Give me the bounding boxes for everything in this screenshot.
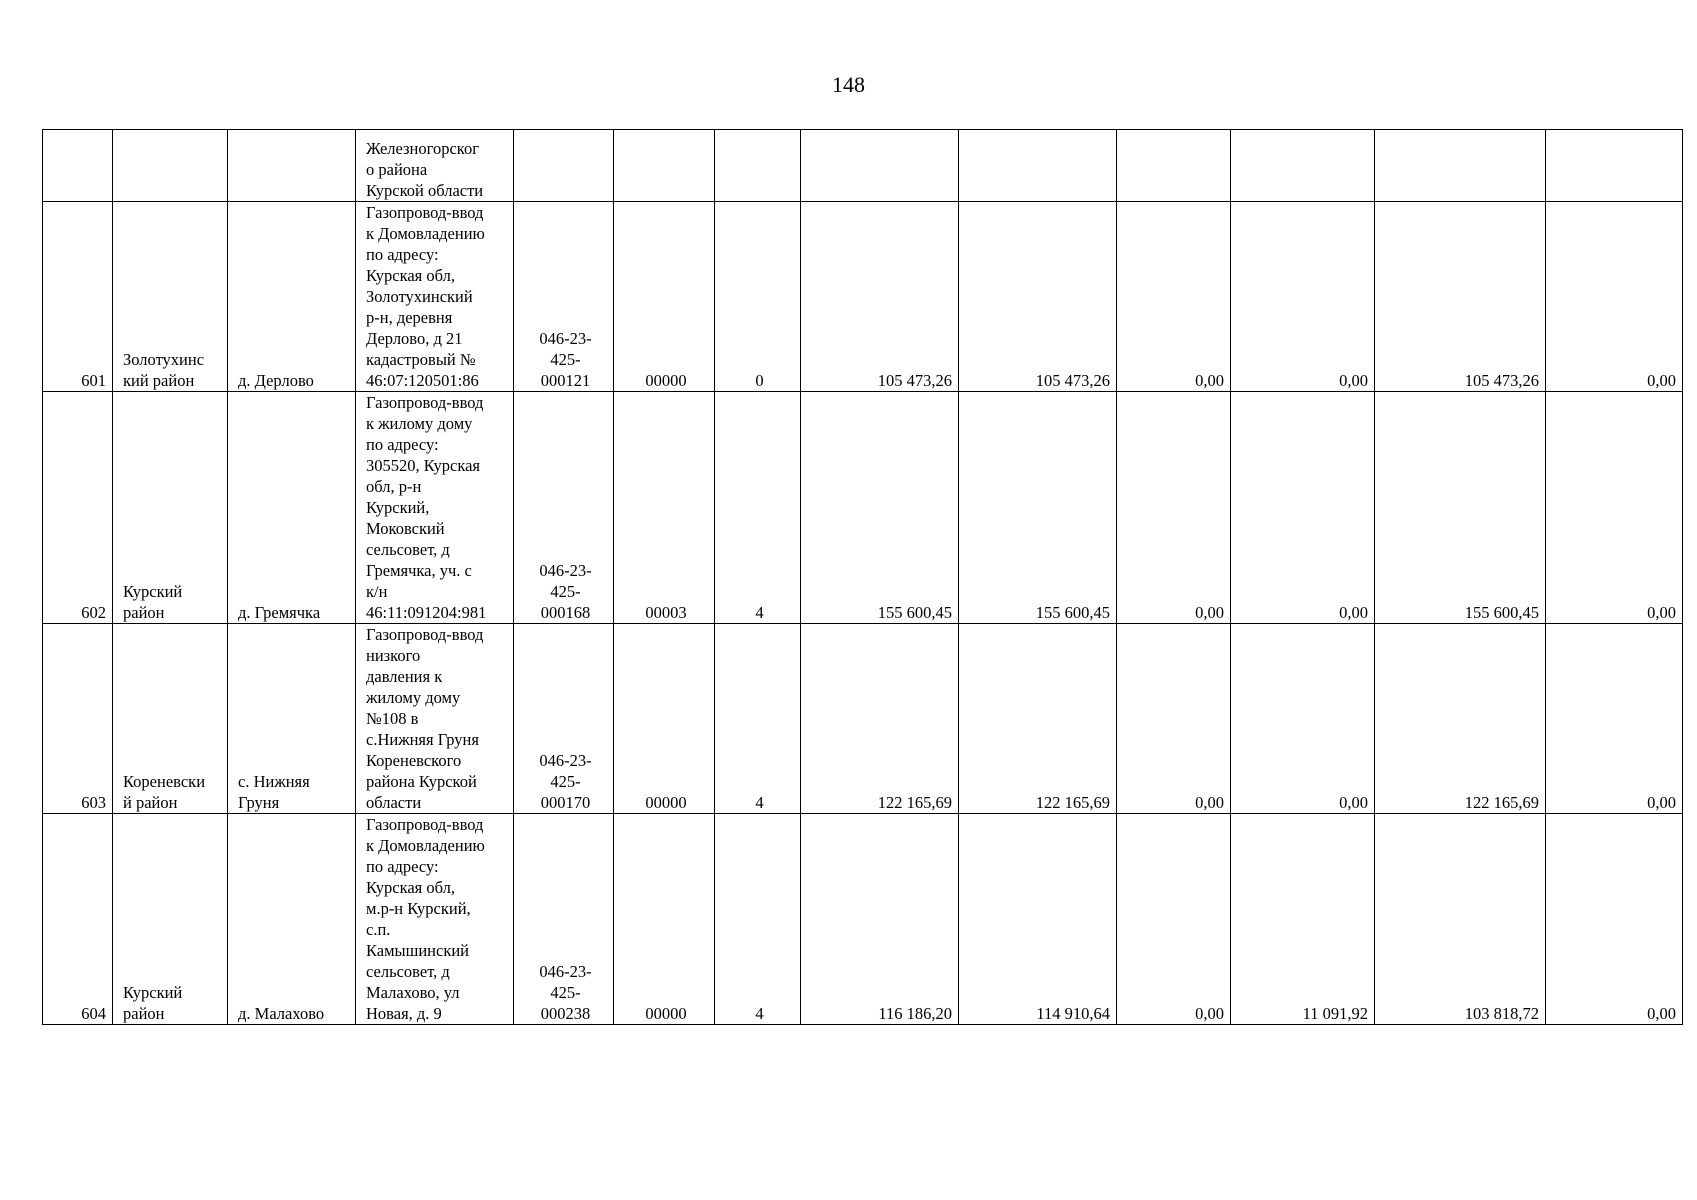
cell-description: Газопровод-ввод к жилому дому по адресу: 305520, Курская обл, р-н Курский, Моковский сельсовет, д Гремячка, уч. с к/н 46:11:091204:981	[356, 392, 514, 624]
cell-group: 0	[715, 202, 801, 392]
cell-group	[715, 130, 801, 202]
cell-group: 4	[715, 814, 801, 1025]
cell-code: 00000	[614, 624, 715, 814]
cell-inventory: 046-23- 425- 000168	[514, 392, 614, 624]
cell-locality	[228, 130, 356, 202]
cell-col11	[1375, 130, 1546, 202]
cell-locality: д. Дерлово	[228, 202, 356, 392]
cell-num: 604	[43, 814, 113, 1025]
cell-code	[614, 130, 715, 202]
cell-description: Газопровод-ввод к Домовладению по адресу: Курская обл, м.р-н Курский, с.п. Камышинский сельсовет, д Малахово, ул Новая, д. 9	[356, 814, 514, 1025]
cell-num: 603	[43, 624, 113, 814]
table-row	[43, 814, 1683, 1025]
cell-col12: 0,00	[1546, 202, 1683, 392]
cell-group: 4	[715, 624, 801, 814]
cell-district	[113, 130, 228, 202]
cell-code: 00003	[614, 392, 715, 624]
cell-col10	[1231, 130, 1375, 202]
cell-col9: 0,00	[1117, 814, 1231, 1025]
table-row-continuation	[43, 130, 1683, 202]
cell-residual-cost: 122 165,69	[959, 624, 1117, 814]
cell-district: Курский район	[113, 392, 228, 624]
cell-initial-cost: 122 165,69	[801, 624, 959, 814]
cell-residual-cost: 114 910,64	[959, 814, 1117, 1025]
cell-group: 4	[715, 392, 801, 624]
cell-col9	[1117, 130, 1231, 202]
cell-initial-cost: 116 186,20	[801, 814, 959, 1025]
cell-num: 601	[43, 202, 113, 392]
page-number: 148	[832, 72, 865, 97]
cell-residual-cost	[959, 130, 1117, 202]
cell-code: 00000	[614, 202, 715, 392]
cell-description: Газопровод-ввод низкого давления к жилому дому №108 в с.Нижняя Груня Кореневского района Курской области	[356, 624, 514, 814]
cell-locality: д. Малахово	[228, 814, 356, 1025]
cell-col10: 11 091,92	[1231, 814, 1375, 1025]
cell-inventory: 046-23- 425- 000121	[514, 202, 614, 392]
cell-col12: 0,00	[1546, 814, 1683, 1025]
cell-col11: 155 600,45	[1375, 392, 1546, 624]
cell-district: Золотухинс кий район	[113, 202, 228, 392]
cell-col9: 0,00	[1117, 392, 1231, 624]
cell-num: 602	[43, 392, 113, 624]
cell-col11: 103 818,72	[1375, 814, 1546, 1025]
cell-inventory: 046-23- 425- 000170	[514, 624, 614, 814]
cell-residual-cost: 105 473,26	[959, 202, 1117, 392]
cell-col9: 0,00	[1117, 624, 1231, 814]
cell-col10: 0,00	[1231, 202, 1375, 392]
cell-col12: 0,00	[1546, 624, 1683, 814]
cell-description: Железногорског о района Курской области	[356, 130, 514, 202]
cell-inventory	[514, 130, 614, 202]
cell-district: Кореневски й район	[113, 624, 228, 814]
cell-col11: 105 473,26	[1375, 202, 1546, 392]
table-row	[43, 202, 1683, 392]
cell-district: Курский район	[113, 814, 228, 1025]
cell-initial-cost: 105 473,26	[801, 202, 959, 392]
cell-col10: 0,00	[1231, 392, 1375, 624]
table-row	[43, 392, 1683, 624]
cell-locality: с. Нижняя Груня	[228, 624, 356, 814]
cell-residual-cost: 155 600,45	[959, 392, 1117, 624]
cell-initial-cost	[801, 130, 959, 202]
cell-col11: 122 165,69	[1375, 624, 1546, 814]
cell-col10: 0,00	[1231, 624, 1375, 814]
cell-num	[43, 130, 113, 202]
asset-registry-table	[42, 129, 1683, 1025]
cell-col12	[1546, 130, 1683, 202]
cell-col9: 0,00	[1117, 202, 1231, 392]
cell-locality: д. Гремячка	[228, 392, 356, 624]
cell-inventory: 046-23- 425- 000238	[514, 814, 614, 1025]
cell-code: 00000	[614, 814, 715, 1025]
cell-col12: 0,00	[1546, 392, 1683, 624]
cell-description: Газопровод-ввод к Домовладению по адресу: Курская обл, Золотухинский р-н, деревня Дерлово, д 21 кадастровый № 46:07:120501:86	[356, 202, 514, 392]
table-row	[43, 624, 1683, 814]
cell-initial-cost: 155 600,45	[801, 392, 959, 624]
